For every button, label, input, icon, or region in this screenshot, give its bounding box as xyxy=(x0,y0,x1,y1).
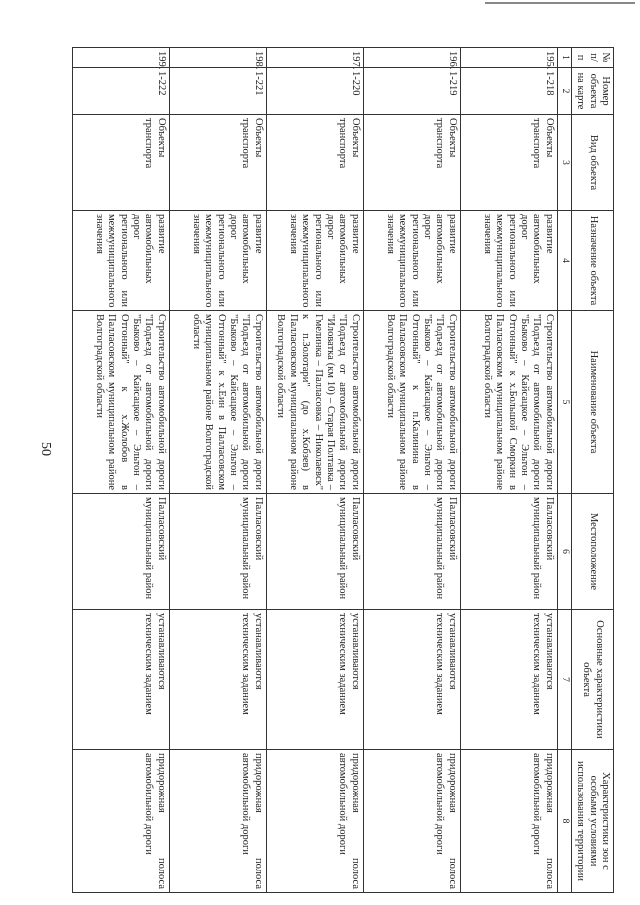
object-location: Палласовский муниципальный район xyxy=(363,494,460,610)
object-id: 1-222 xyxy=(72,68,169,115)
row-number: 195. xyxy=(460,48,557,68)
object-location: Палласовский муниципальный район xyxy=(72,494,169,610)
column-number: 7 xyxy=(557,610,571,750)
table-row xyxy=(460,48,557,893)
column-number: 3 xyxy=(557,115,571,211)
header-cell: Характеристики зон с особыми условиями использования территории xyxy=(571,750,613,893)
object-kind: Объекты транспорта xyxy=(266,115,363,211)
column-number: 2 xyxy=(557,68,571,115)
object-location: Палласовский муниципальный район xyxy=(169,494,266,610)
object-purpose: развитие автомобильных дорог регионального или межмуниципального значения xyxy=(266,211,363,311)
table-row xyxy=(169,48,266,893)
object-purpose: развитие автомобильных дорог регионального или межмуниципального значения xyxy=(460,211,557,311)
table-row xyxy=(72,48,169,893)
object-location: Палласовский муниципальный район xyxy=(266,494,363,610)
object-name: Строительство автомобильной дороги "Подъезд от автомобильной дороги "Быково – Кайсацкое – Эльтон – Отгонный" к х.Большой Сморкин в Палласовском муниципальном районе Волгоградской области xyxy=(460,311,557,494)
page-edge-line xyxy=(485,2,635,4)
row-number: 196. xyxy=(363,48,460,68)
zone-characteristics: придорожная полоса автомобильной дороги xyxy=(460,750,557,893)
object-kind: Объекты транспорта xyxy=(72,115,169,211)
row-number: 197. xyxy=(266,48,363,68)
object-id: 1-221 xyxy=(169,68,266,115)
object-name: Строительство автомобильной дороги "Подъезд от автомобильной дороги "Быково – Кайсацкое – Эльтон – Отгонный" к х.Жолобов в Палласовском муниципальном районе Волгоградской области xyxy=(72,311,169,494)
zone-characteristics: придорожная полоса автомобильной дороги xyxy=(363,750,460,893)
zone-characteristics: придорожная полоса автомобильной дороги xyxy=(72,750,169,893)
rotated-table-container xyxy=(60,47,614,892)
object-characteristics: устанавливаются техническим заданием xyxy=(363,610,460,750)
header-cell: Номер объекта на карте xyxy=(571,68,613,115)
object-purpose: развитие автомобильных дорог регионального или межмуниципального значения xyxy=(72,211,169,311)
object-id: 1-220 xyxy=(266,68,363,115)
table-row xyxy=(363,48,460,893)
column-number: 1 xyxy=(557,48,571,68)
object-id: 1-218 xyxy=(460,68,557,115)
object-kind: Объекты транспорта xyxy=(169,115,266,211)
column-number: 6 xyxy=(557,494,571,610)
object-characteristics: устанавливаются техническим заданием xyxy=(169,610,266,750)
object-purpose: развитие автомобильных дорог регионального или межмуниципального значения xyxy=(363,211,460,311)
table-row xyxy=(266,48,363,893)
header-cell: Местоположение xyxy=(571,494,613,610)
row-number: 199. xyxy=(72,48,169,68)
column-number: 8 xyxy=(557,750,571,893)
object-characteristics: устанавливаются техническим заданием xyxy=(460,610,557,750)
object-kind: Объекты транспорта xyxy=(363,115,460,211)
object-location: Палласовский муниципальный район xyxy=(460,494,557,610)
header-cell: Вид объекта xyxy=(571,115,613,211)
objects-table xyxy=(72,47,614,893)
page-number: 50 xyxy=(38,442,53,456)
object-kind: Объекты транспорта xyxy=(460,115,557,211)
zone-characteristics: придорожная полоса автомобильной дороги xyxy=(266,750,363,893)
object-name: Строительство автомобильной дороги "Подъезд от автомобильной дороги "Быково – Кайсацкое – Эльтон – Отгонный" к п.Калинина в Палласовском муниципальном районе Волгоградской области xyxy=(363,311,460,494)
object-characteristics: устанавливаются техническим заданием xyxy=(72,610,169,750)
object-id: 1-219 xyxy=(363,68,460,115)
header-cell: Наименование объекта xyxy=(571,311,613,494)
object-characteristics: устанавливаются техническим заданием xyxy=(266,610,363,750)
header-cell: Основные характеристики объекта xyxy=(571,610,613,750)
row-number: 198. xyxy=(169,48,266,68)
zone-characteristics: придорожная полоса автомобильной дороги xyxy=(169,750,266,893)
object-name: Строительство автомобильной дороги "Подъезд от автомобильной дороги "Иловатка (км 10) – Старая Полтавка – Гмелинка – Палласовка – Николаевск" к п.Золотари" (до х.Кобзев) в Палласовском муниципальном районе Волгоградской области xyxy=(266,311,363,494)
object-name: Строительство автомобильной дороги "Подъезд от автомобильной дороги "Быково – Кайсацкое – Эльтон – Отгонный" к х.Еин в Палласовском муниципальном районе Волгоградской области xyxy=(169,311,266,494)
object-purpose: развитие автомобильных дорог регионального или межмуниципального значения xyxy=(169,211,266,311)
column-number: 4 xyxy=(557,211,571,311)
column-number-row xyxy=(557,48,571,893)
header-cell: № п/п xyxy=(571,48,613,68)
header-row xyxy=(571,48,613,893)
header-cell: Назначение объекта xyxy=(571,211,613,311)
column-number: 5 xyxy=(557,311,571,494)
